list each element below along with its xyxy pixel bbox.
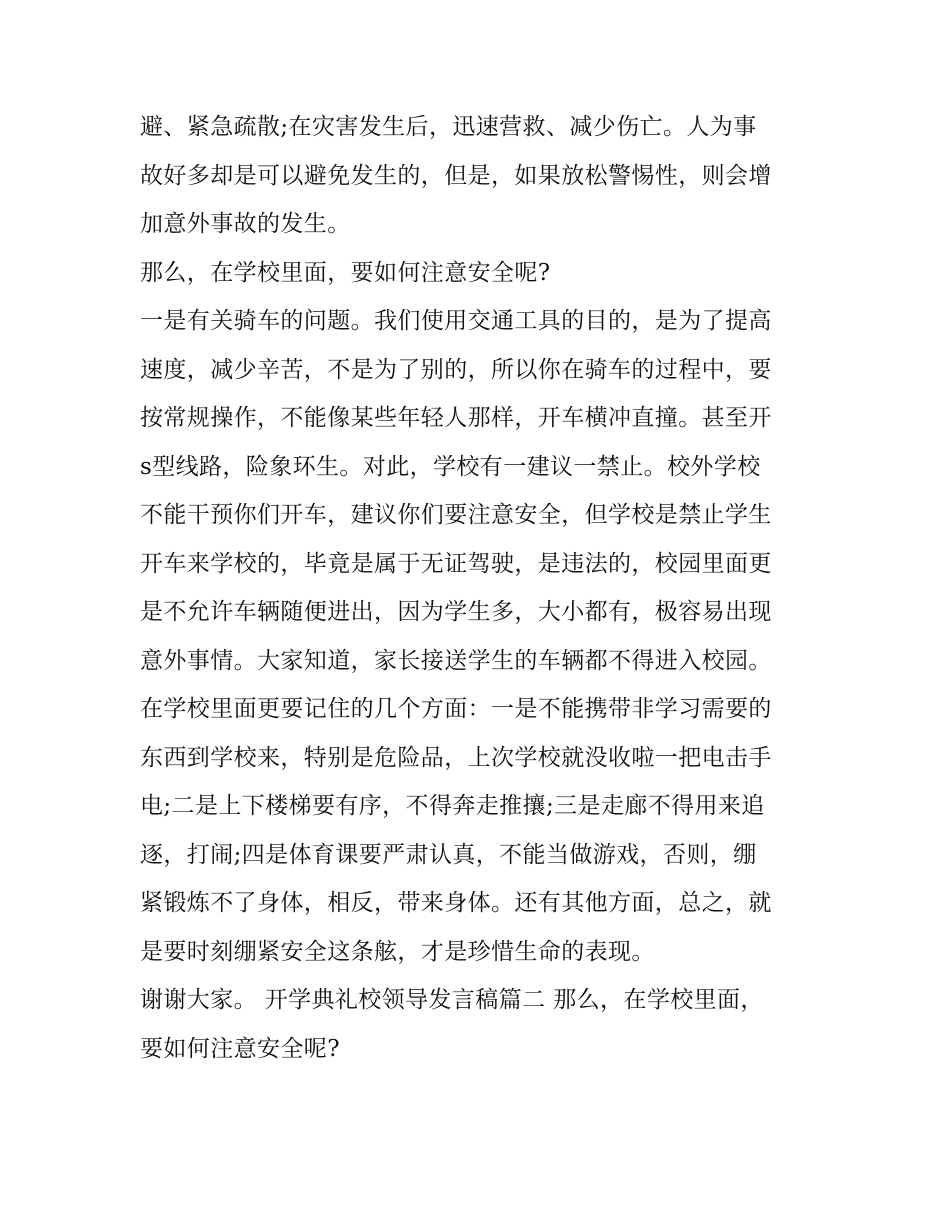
text-line: 谢谢大家。 开学典礼校领导发言稿篇二 那么，在学校里面， (140, 987, 764, 1013)
text-line: 是不允许车辆随便进出，因为学生多，大小都有，极容易出现 (140, 599, 772, 625)
text-line: 是要时刻绷紧安全这条舷，才是珍惜生命的表现。 (140, 938, 655, 965)
text-line: 加意外事故的发生。 (140, 211, 351, 237)
text-line: 东西到学校来，特别是危险品，上次学校就没收啦一把电击手 (140, 744, 772, 771)
text-line: 一是有关骑车的问题。我们使用交通工具的目的，是为了提高 (140, 308, 772, 334)
text-line: 紧锻炼不了身体，相反，带来身体。还有其他方面，总之，就 (140, 890, 772, 916)
text-line: 开车来学校的，毕竟是属于无证驾驶，是违法的，校园里面更 (140, 550, 772, 577)
text-line: 逐，打闹;四是体育课要严肃认真，不能当做游戏，否则，绷 (140, 841, 757, 868)
text-line: 避、紧急疏散;在灾害发生后，迅速营救、减少伤亡。人为事 (140, 114, 757, 140)
text-line: 在学校里面更要记住的几个方面：一是不能携带非学习需要的 (140, 696, 772, 722)
text-line: 要如何注意安全呢? (140, 1035, 340, 1062)
document-body (140, 103, 820, 1073)
text-line: s型线路，险象环生。对此，学校有一建议一禁止。校外学校 (140, 453, 761, 480)
text-line: 按常规操作，不能像某些年轻人那样，开车横冲直撞。甚至开 (140, 405, 772, 431)
text-line: 不能干预你们开车，建议你们要注意安全，但学校是禁止学生 (140, 502, 772, 528)
text-line: 电;二是上下楼梯要有序，不得奔走推攘;三是走廊不得用来追 (140, 793, 765, 819)
text-line: 故好多却是可以避免发生的，但是，如果放松警惕性，则会增 (140, 162, 772, 189)
text-line: 意外事情。大家知道，家长接送学生的车辆都不得进入校园。 (140, 647, 772, 674)
text-line: 速度，减少辛苦，不是为了别的，所以你在骑车的过程中，要 (140, 356, 772, 383)
text-line: 那么，在学校里面，要如何注意安全呢? (140, 259, 551, 286)
